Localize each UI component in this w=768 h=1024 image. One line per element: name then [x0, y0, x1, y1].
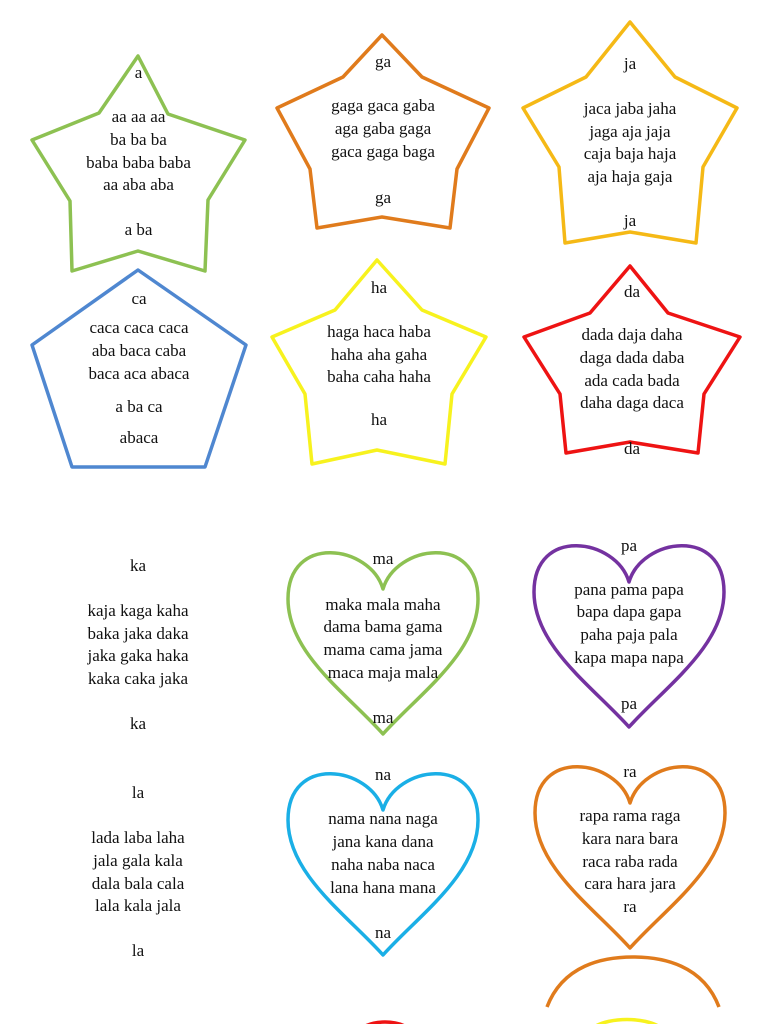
card-line: dada daja daha — [581, 325, 683, 344]
card-line: ba ba ba — [110, 130, 167, 149]
card-line: raca raba rada — [582, 852, 678, 871]
card-line: aba baca caba — [91, 341, 187, 360]
card-heading: ma — [372, 549, 394, 568]
card-line: rapa rama raga — [579, 806, 681, 825]
syllable-card-ga — [275, 33, 491, 230]
card-footer: abaca — [119, 428, 159, 447]
arc-outline — [592, 1015, 662, 1024]
partial-orange-shape — [543, 955, 723, 1024]
partial-yellow-shape — [592, 1015, 662, 1024]
card-line: aa aa aa — [111, 107, 166, 126]
card-line: pana pama papa — [574, 580, 684, 599]
syllable-card-ra — [533, 757, 727, 951]
card-line: kaja kaga kaha — [87, 601, 189, 620]
card-line: kara nara bara — [581, 829, 679, 848]
card-line: jana kana dana — [332, 832, 434, 851]
syllable-card-da — [522, 264, 742, 456]
card-line: baca aca abaca — [88, 364, 190, 383]
card-line: baha caha haha — [327, 367, 431, 386]
arc-outline — [543, 955, 723, 1024]
arc-outline — [360, 1018, 410, 1024]
card-heading: pa — [620, 536, 638, 555]
card-line: maka mala maha — [325, 595, 441, 614]
syllable-card-ma — [286, 543, 480, 737]
card-footer: ma — [372, 708, 394, 727]
card-heading: na — [374, 765, 392, 784]
card-heading: a — [134, 63, 143, 82]
card-footer: a ba — [124, 220, 153, 239]
card-footer: ra — [623, 897, 637, 916]
syllable-card-pa — [532, 536, 726, 730]
syllable-card-ca — [30, 268, 248, 470]
card-line: gaca gaga baga — [331, 142, 435, 161]
syllable-card-la — [30, 782, 246, 972]
card-line: caca caca caca — [89, 318, 189, 337]
card-line: baka jaka daka — [87, 624, 189, 643]
card-heading: la — [131, 783, 145, 802]
card-line: maca maja mala — [327, 663, 439, 682]
card-line: baba baba baba — [86, 153, 191, 172]
card-line: paha paja pala — [580, 625, 678, 644]
card-line: daga dada daba — [579, 348, 685, 367]
card-heading: ca — [131, 289, 147, 308]
card-line: aja haja gaja — [587, 167, 673, 186]
card-line: lada laba laha — [91, 828, 185, 847]
card-line: kaka caka jaka — [87, 669, 189, 688]
card-line: lala kala jala — [95, 896, 181, 915]
card-line: bapa dapa gapa — [576, 602, 682, 621]
syllable-card-na — [286, 764, 480, 958]
card-heading: ra — [623, 762, 637, 781]
card-heading: ka — [129, 556, 147, 575]
card-heading: da — [623, 282, 641, 301]
card-footer: na — [374, 923, 392, 942]
syllable-card-a — [30, 54, 247, 274]
card-line: cara hara jara — [584, 874, 676, 893]
card-footer: ja — [623, 211, 637, 230]
card-heading: ha — [370, 278, 388, 297]
card-line: kapa mapa napa — [574, 648, 684, 667]
card-footer: ha — [370, 410, 388, 429]
syllable-card-ka — [30, 555, 246, 745]
card-line: mama cama jama — [323, 640, 443, 659]
card-line: a ba ca — [115, 397, 163, 416]
card-line: haga haca haba — [327, 322, 431, 341]
syllable-card-ha — [270, 258, 488, 466]
card-line: jaga aja jaja — [589, 122, 671, 141]
card-line: nama nana naga — [328, 809, 438, 828]
card-footer: da — [623, 439, 641, 458]
card-footer: ka — [129, 714, 147, 733]
card-line: daha daga daca — [580, 393, 684, 412]
card-line: dala bala cala — [91, 874, 185, 893]
card-heading: ga — [374, 52, 392, 71]
card-line: caja baja haja — [583, 144, 677, 163]
partial-red-shape — [360, 1018, 410, 1024]
card-line: jaca jaba jaha — [583, 99, 677, 118]
card-footer: pa — [620, 694, 638, 713]
card-line: aga gaba gaga — [334, 119, 432, 138]
card-line: gaga gaca gaba — [331, 96, 435, 115]
syllable-card-ja — [521, 20, 739, 245]
card-line: lana hana mana — [330, 878, 436, 897]
card-footer: ga — [374, 188, 392, 207]
card-line: jaka gaka haka — [87, 646, 189, 665]
card-line: aa aba aba — [103, 175, 174, 194]
card-line: jala gala kala — [93, 851, 183, 870]
card-line: ada cada bada — [584, 371, 680, 390]
card-footer: la — [131, 941, 145, 960]
card-heading: ja — [623, 54, 637, 73]
card-line: dama bama gama — [323, 617, 443, 636]
card-line: haha aha gaha — [330, 345, 428, 364]
card-line: naha naba naca — [331, 855, 435, 874]
